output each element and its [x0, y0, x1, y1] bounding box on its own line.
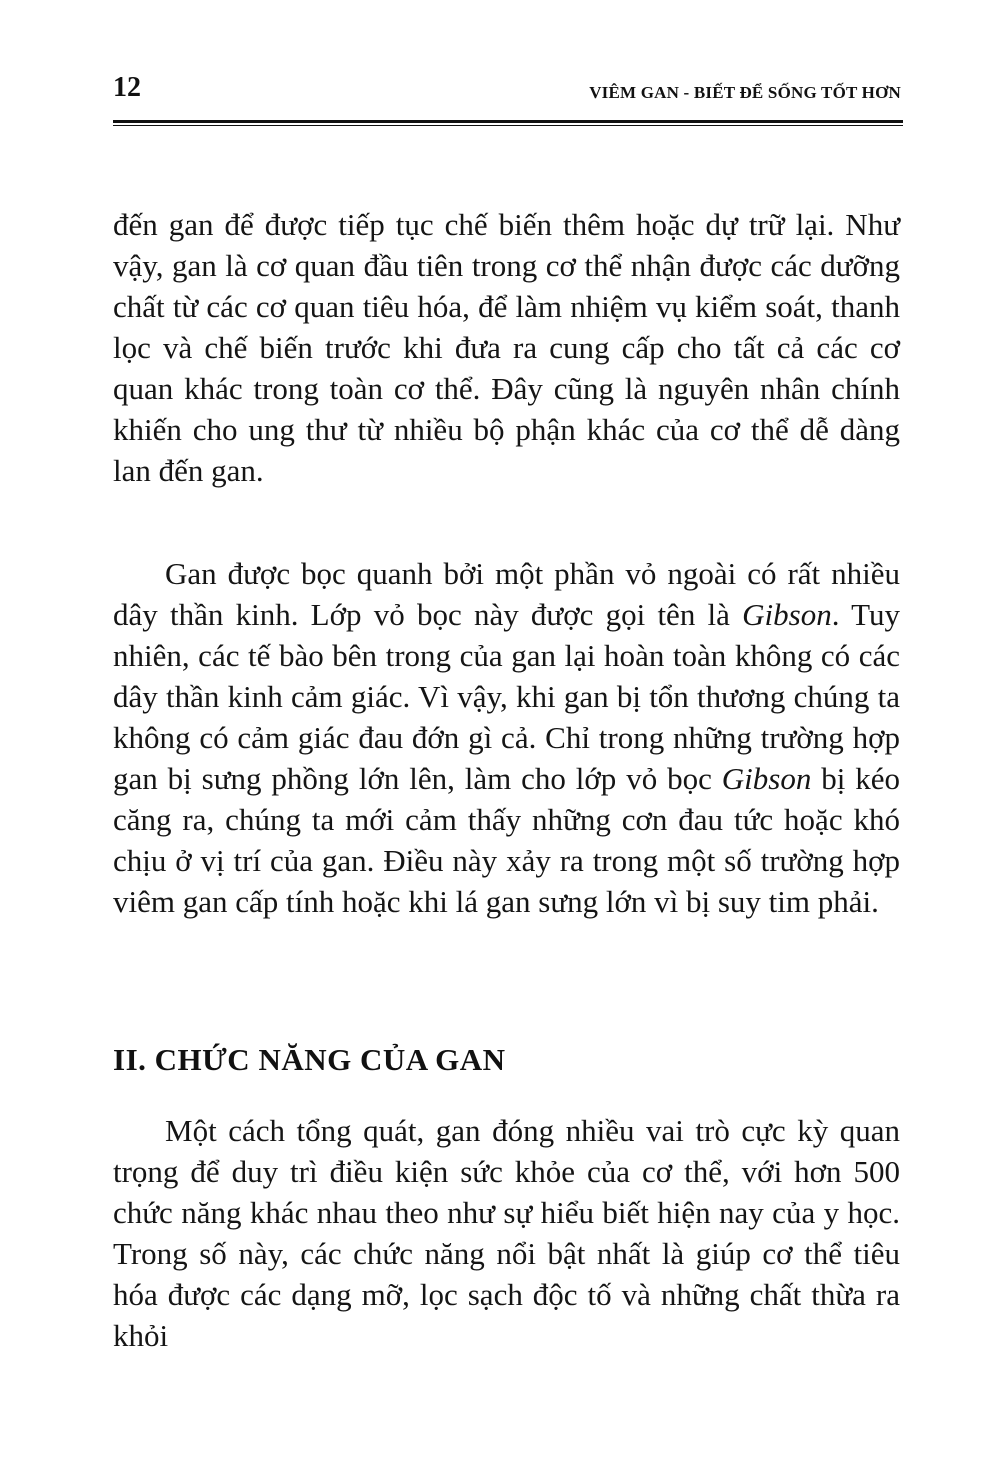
paragraph-text: bị kéo căng ra, chúng ta mới cảm thấy những cơn đau tức hoặc khó chịu ở vị trí của gan. Điều này xảy ra trong một số trường hợp viêm gan cấp tính hoặc khi lá gan sưng lớn vì bị suy tim phải. [113, 761, 901, 919]
page-number: 12 [113, 72, 141, 103]
paragraph-gibson [113, 553, 900, 922]
paragraph-text: . Tuy nhiên, các tế bào bên trong của gan lại hoàn toàn không có các dây thần kinh cảm giác. Vì vậy, khi gan bị tổn thương chúng ta không có cảm giác đau đớn gì cả. Chỉ trong những trường hợp gan bị sưng phồng lớn lên, làm cho lớp vỏ bọc [113, 597, 900, 796]
paragraph-continued: đến gan để được tiếp tục chế biến thêm hoặc dự trữ lại. Như vậy, gan là cơ quan đầu tiên trong cơ thể nhận được các dưỡng chất từ các cơ quan tiêu hóa, để làm nhiệm vụ kiểm soát, thanh lọc và chế biến trước khi đưa ra cung cấp cho tất cả các cơ quan khác trong toàn cơ thể. Đây cũng là nguyên nhân chính khiến cho ung thư từ nhiều bộ phận khác của cơ thể dễ dàng lan đến gan. [113, 207, 900, 488]
header-rule-thin [113, 125, 903, 126]
page-header [113, 62, 903, 122]
italic-term: Gibson [742, 597, 832, 632]
paragraph-functions: Một cách tổng quát, gan đóng nhiều vai trò cực kỳ quan trọng để duy trì điều kiện sức khỏe của cơ thể, với hơn 500 chức năng khác nhau theo như sự hiểu biết hiện nay của y học. Trong số này, các chức năng nổi bật nhất là giúp cơ thể tiêu hóa được các dạng mỡ, lọc sạch độc tố và những chất thừa ra khỏi [113, 1113, 900, 1353]
italic-term: Gibson [721, 761, 812, 796]
section-heading: II. CHỨC NĂNG CỦA GAN [113, 1042, 506, 1077]
running-title: VIÊM GAN - BIẾT ĐỂ SỐNG TỐT HƠN [589, 83, 901, 102]
paragraph-text: Gan được bọc quanh bởi một phần vỏ ngoài có rất nhiều dây thần kinh. Lớp vỏ bọc này được gọi tên là [113, 556, 900, 632]
header-rule [113, 120, 903, 123]
